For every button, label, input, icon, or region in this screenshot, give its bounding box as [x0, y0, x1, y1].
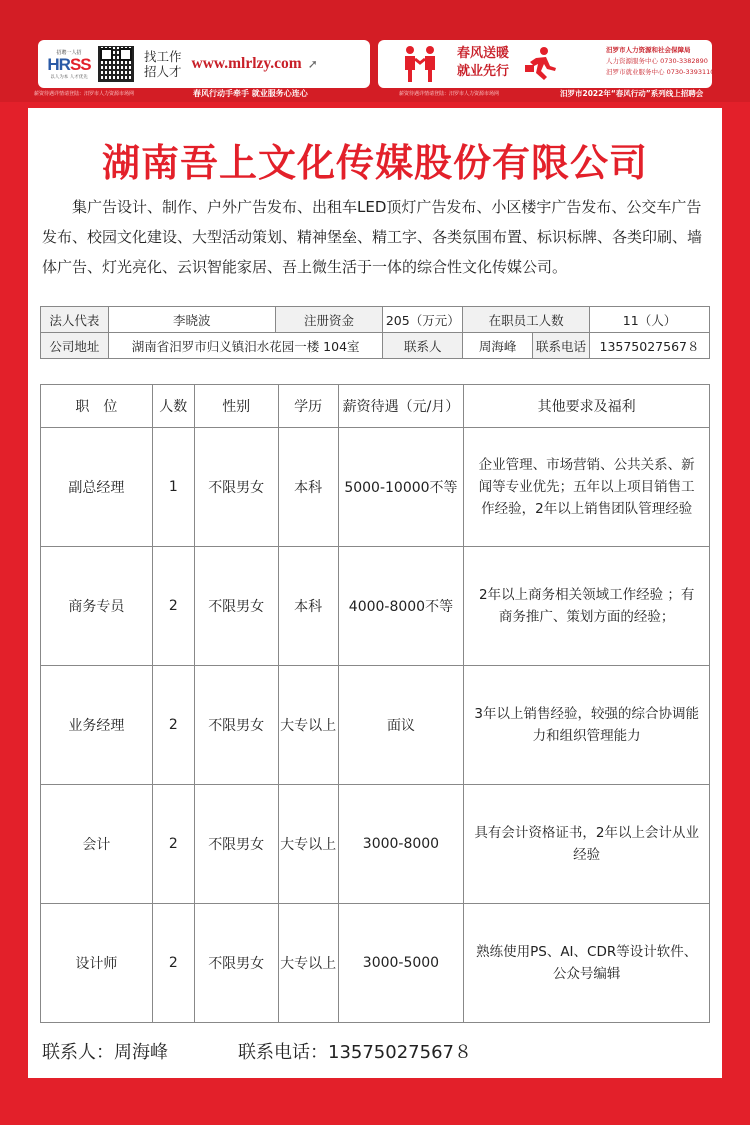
- handshake-icon: [400, 44, 440, 84]
- phone-label: 联系电话: [533, 333, 590, 359]
- legal-rep-label: 法人代表: [41, 307, 109, 333]
- spring-campaign-card: [378, 40, 715, 88]
- address-label: 公司地址: [41, 333, 109, 359]
- company-name: 湖南吾上文化传媒股份有限公司: [101, 141, 648, 185]
- contact-label: 联系人: [383, 333, 463, 359]
- job-gender: 不限男女: [194, 666, 278, 785]
- hrss-logo: 招聘一人招 HRSS 以人为本 人才优先: [47, 49, 91, 80]
- bureau-info: 汨罗市人力资源和社会保障局 人力资源服务中心 0730-3382890 汨罗市就业服务中心 0730-3393110: [606, 46, 715, 76]
- header-education: 学历: [278, 385, 338, 428]
- job-education: 大专以上: [278, 904, 338, 1023]
- staff-label: 在职员工人数: [463, 307, 590, 333]
- job-gender: 不限男女: [194, 904, 278, 1023]
- job-extra: 3年以上销售经验，较强的综合协调能力和组织管理能力: [464, 666, 710, 785]
- job-extra: 2年以上商务相关领域工作经验 ；有商务推广、策划方面的经验；: [464, 547, 710, 666]
- job-gender: 不限男女: [194, 547, 278, 666]
- contact-value: 周海峰: [463, 333, 533, 359]
- capital-value: 205（万元）: [383, 307, 463, 333]
- strip-left: 薪资待遇详情请登陆：汨罗市人力资源市场网: [34, 91, 135, 97]
- job-gender: 不限男女: [194, 428, 278, 547]
- job-salary: 3000-8000: [338, 785, 464, 904]
- job-poster-card: [28, 108, 722, 1078]
- legal-rep-value: 李晓波: [108, 307, 275, 333]
- job-title: 业务经理: [41, 666, 153, 785]
- job-salary: 3000-5000: [338, 904, 464, 1023]
- job-education: 本科: [278, 428, 338, 547]
- job-count: 1: [152, 428, 194, 547]
- job-table-header: [41, 385, 710, 428]
- header-position: 职 位: [41, 385, 153, 428]
- job-extra: 企业管理、市场营销、公共关系、新闻等专业优先；五年以上项目销售工作经验，2年以上销售团队管理经验: [464, 428, 710, 547]
- job-title: 设计师: [41, 904, 153, 1023]
- info-row: [41, 307, 710, 333]
- phone-value: 13575027567８: [590, 333, 710, 359]
- spring-slogan: 春风送暖 就业先行: [457, 46, 510, 79]
- job-portal-card: [38, 40, 370, 88]
- footer-phone: 联系电话：13575027567８: [238, 1042, 472, 1063]
- job-count: 2: [152, 547, 194, 666]
- capital-label: 注册资金: [275, 307, 383, 333]
- job-education: 本科: [278, 547, 338, 666]
- cursor-icon: ➚: [307, 57, 318, 71]
- slogan-right: 汨罗市2022年“春风行动”系列线上招聘会: [560, 89, 704, 98]
- company-info-table: [40, 306, 710, 359]
- info-row: [41, 333, 710, 359]
- header-count: 人数: [152, 385, 194, 428]
- header-salary: 薪资待遇（元/月）: [338, 385, 464, 428]
- runner-icon: [524, 46, 558, 82]
- job-salary: 5000-10000不等: [338, 428, 464, 547]
- footer-contact: [42, 1038, 472, 1064]
- job-gender: 不限男女: [194, 785, 278, 904]
- job-count: 2: [152, 904, 194, 1023]
- job-count: 2: [152, 785, 194, 904]
- job-title: 副总经理: [41, 428, 153, 547]
- job-title: 商务专员: [41, 547, 153, 666]
- job-salary: 4000-8000不等: [338, 547, 464, 666]
- strip-right: 薪资待遇详情请登陆：汨罗市人力资源市场网: [399, 91, 500, 97]
- find-job-text: 找工作 招人才: [144, 49, 182, 79]
- address-value: 湖南省汨罗市归义镇汨水花园一楼 104室: [108, 333, 382, 359]
- job-table: [40, 384, 710, 1023]
- job-extra: 具有会计资格证书，2年以上会计从业经验: [464, 785, 710, 904]
- staff-value: 11（人）: [590, 307, 710, 333]
- qr-code-icon: [98, 46, 134, 82]
- table-row: [41, 666, 710, 785]
- table-row: [41, 785, 710, 904]
- footer-contact-person: 联系人：周海峰: [42, 1042, 168, 1063]
- site-url: www.mlrlzy.com: [191, 55, 302, 72]
- table-row: [41, 547, 710, 666]
- header-gender: 性别: [194, 385, 278, 428]
- slogan-left: 春风行动手牵手 就业服务心连心: [193, 89, 308, 98]
- job-count: 2: [152, 666, 194, 785]
- company-intro: 集广告设计、制作、户外广告发布、出租车LED顶灯广告发布、小区楼宇广告发布、公交车广告发布、校园文化建设、大型活动策划、精神堡垒、精工字、各类氛围布置、标识标牌、各类印刷、墙体广告、灯光亮化、云识智能家居、吾上微生活于一体的综合性文化传媒公司。: [42, 198, 703, 276]
- table-row: [41, 428, 710, 547]
- job-education: 大专以上: [278, 666, 338, 785]
- job-title: 会计: [41, 785, 153, 904]
- job-education: 大专以上: [278, 785, 338, 904]
- header-extra: 其他要求及福利: [464, 385, 710, 428]
- table-row: [41, 904, 710, 1023]
- job-extra: 熟练使用PS、AI、CDR等设计软件、公众号编辑: [464, 904, 710, 1023]
- job-salary: 面议: [338, 666, 464, 785]
